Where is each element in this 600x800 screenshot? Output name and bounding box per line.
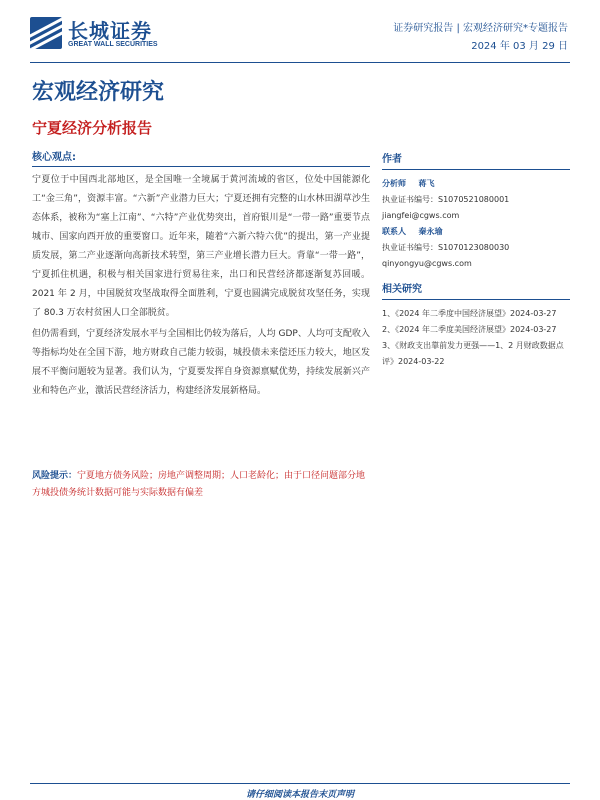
author-role: 分析师 xyxy=(382,179,406,188)
related-list xyxy=(382,306,570,370)
related-item[interactable]: 2、《2024 年二季度美国经济展望》2024-03-27 xyxy=(382,325,557,334)
logo-english-name: GREAT WALL SECURITIES xyxy=(68,41,158,48)
risk-warning xyxy=(32,468,370,502)
author-name: 秦永瑜 xyxy=(418,227,443,236)
related-research-heading: 相关研究 xyxy=(382,280,570,300)
author-role: 联系人 xyxy=(382,227,406,236)
author-name: 蒋飞 xyxy=(418,179,435,188)
sidebar xyxy=(382,150,570,370)
related-item[interactable]: 3、《财政支出靠前发力更强——1、2 月财政数据点评》2024-03-22 xyxy=(382,341,564,366)
author-cert: 执业证书编号：S1070123080030 xyxy=(382,243,510,252)
logo-mark-icon xyxy=(30,17,62,49)
related-item[interactable]: 1、《2024 年二季度中国经济展望》2024-03-27 xyxy=(382,309,557,318)
company-logo xyxy=(30,15,190,55)
report-subtitle: 宁夏经济分析报告 xyxy=(32,119,153,137)
report-category: 证券研究报告 | 宏观经济研究*专题报告 xyxy=(393,23,568,34)
author-block xyxy=(382,224,570,272)
core-views-body xyxy=(32,166,370,403)
header-divider xyxy=(30,62,570,63)
core-views-heading: 核心观点: xyxy=(32,152,76,163)
authors-heading: 作者 xyxy=(382,150,570,170)
footer-disclaimer: 请仔细阅读本报告末页声明 xyxy=(245,790,354,800)
core-paragraph: 宁夏位于中国西北部地区，是全国唯一全境属于黄河流域的省区，位处中国能源化工“金三角”，资源丰富。“六新”产业潜力巨大；宁夏还拥有完整的山水林田湖草沙生态体系，被称为“塞上江南”、“六特”产业优势突出，首府银川是“一带一路”重要节点城市、国家向西开放的重要窗口。近年来，随着“六新六特六优”的提出，第一产业提质发展，第二产业逐渐向高新技术转型，第三产业增长潜力巨大。背靠“一带一路”，宁夏抓住机遇，积极与相关国家进行贸易往来，出口和民营经济都逐渐复苏回暖。2021 年 2 月，中国脱贫攻坚战取得全面胜利，宁夏也圆满完成脱贫攻坚任务，实现了 80.3 万农村贫困人口全部脱贫。 xyxy=(32,175,370,318)
author-cert: 执业证书编号：S1070521080001 xyxy=(382,195,510,204)
report-date: 2024 年 03 月 29 日 xyxy=(471,41,568,52)
author-block xyxy=(382,176,570,224)
logo-chinese-name: 长城证券 xyxy=(68,19,152,43)
core-paragraph: 但仍需看到，宁夏经济发展水平与全国相比仍较为落后，人均 GDP、人均可支配收入等指标均处在全国下游，地方财政自己能力较弱，城投债未来偿还压力较大，地区发展不平衡问题较为显著。我们认为，宁夏要发挥自身资源禀赋优势，持续发展新兴产业和特色产业，激活民营经济活力，构建经济发展新格局。 xyxy=(32,329,370,396)
author-email[interactable]: qinyongyu@cgws.com xyxy=(382,259,472,268)
author-email[interactable]: jiangfei@cgws.com xyxy=(382,211,460,220)
risk-label: 风险提示： xyxy=(32,471,78,481)
page-title: 宏观经济研究 xyxy=(32,79,165,105)
header-meta xyxy=(393,20,568,56)
risk-text: 宁夏地方债务风险；房地产调整周期；人口老龄化；由于口径问题部分地方城投债务统计数据可能与实际数据有偏差 xyxy=(32,471,366,498)
footer-divider xyxy=(30,783,570,784)
